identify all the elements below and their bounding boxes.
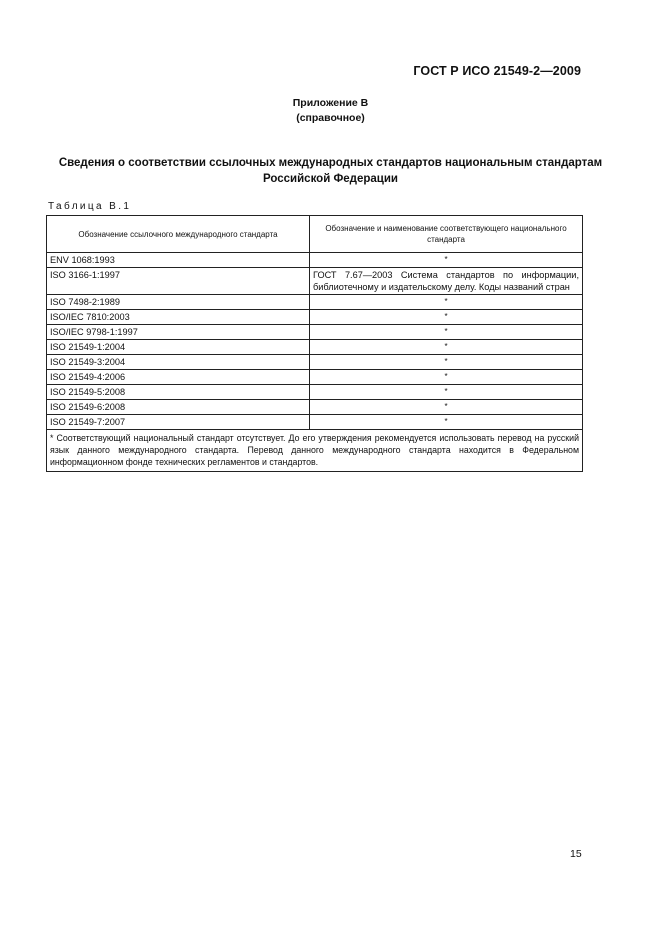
table-row [47,325,583,340]
national-standard-cell: * [310,310,583,325]
international-standard-cell: ISO 21549-7:2007 [47,415,310,430]
table-row [47,268,583,295]
section-title-line-2: Российской Федерации [262,173,398,185]
national-standard-cell: * [310,325,583,340]
national-standard-cell: * [310,253,583,268]
table-footnote: * Соответствующий национальный стандарт отсутствует. До его утверждения рекомендуется использовать перевод на русский язык данного международного стандарта. Перевод данного международного стандарта находится в Федеральном информационном фонде технических регламентов и стандартов. [47,430,583,472]
international-standard-cell: ENV 1068:1993 [47,253,310,268]
international-standard-cell: ISO 3166-1:1997 [47,268,310,295]
national-standard-cell: ГОСТ 7.67—2003 Система стандартов по информации, библиотечному и издательскому делу. Коды названий стран [310,268,583,295]
international-standard-cell: ISO 21549-6:2008 [47,400,310,415]
international-standard-cell: ISO 21549-3:2004 [47,355,310,370]
appendix-heading [0,96,661,126]
international-standard-cell: ISO 21549-4:2006 [47,370,310,385]
table-row [47,340,583,355]
table-row [47,310,583,325]
column-header-international: Обозначение ссылочного международного стандарта [47,216,310,253]
table-row [47,415,583,430]
standards-correspondence-table [46,215,583,472]
international-standard-cell: ISO 7498-2:1989 [47,295,310,310]
international-standard-cell: ISO/IEC 7810:2003 [47,310,310,325]
national-standard-cell: * [310,295,583,310]
international-standard-cell: ISO 21549-1:2004 [47,340,310,355]
national-standard-cell: * [310,385,583,400]
appendix-title: Приложение В [292,97,369,109]
table-row [47,370,583,385]
table-caption: Таблица В.1 [48,201,132,212]
table-row [47,295,583,310]
column-header-national: Обозначение и наименование соответствующего национального стандарта [310,216,583,253]
table-row [47,400,583,415]
section-title [48,155,613,187]
table-header-row [47,216,583,253]
section-title-line-1: Сведения о соответствии ссылочных международных стандартов национальным стандартам [58,157,603,169]
national-standard-cell: * [310,415,583,430]
national-standard-cell: * [310,400,583,415]
national-standard-cell: * [310,340,583,355]
appendix-subtitle: (справочное) [296,112,365,124]
table-row [47,355,583,370]
national-standard-cell: * [310,355,583,370]
international-standard-cell: ISO/IEC 9798-1:1997 [47,325,310,340]
page-number: 15 [570,848,582,860]
page-header-code: ГОСТ Р ИСО 21549-2—2009 [413,64,581,78]
table-row [47,253,583,268]
table-row [47,385,583,400]
national-standard-cell: * [310,370,583,385]
table-footnote-row [47,430,583,472]
international-standard-cell: ISO 21549-5:2008 [47,385,310,400]
